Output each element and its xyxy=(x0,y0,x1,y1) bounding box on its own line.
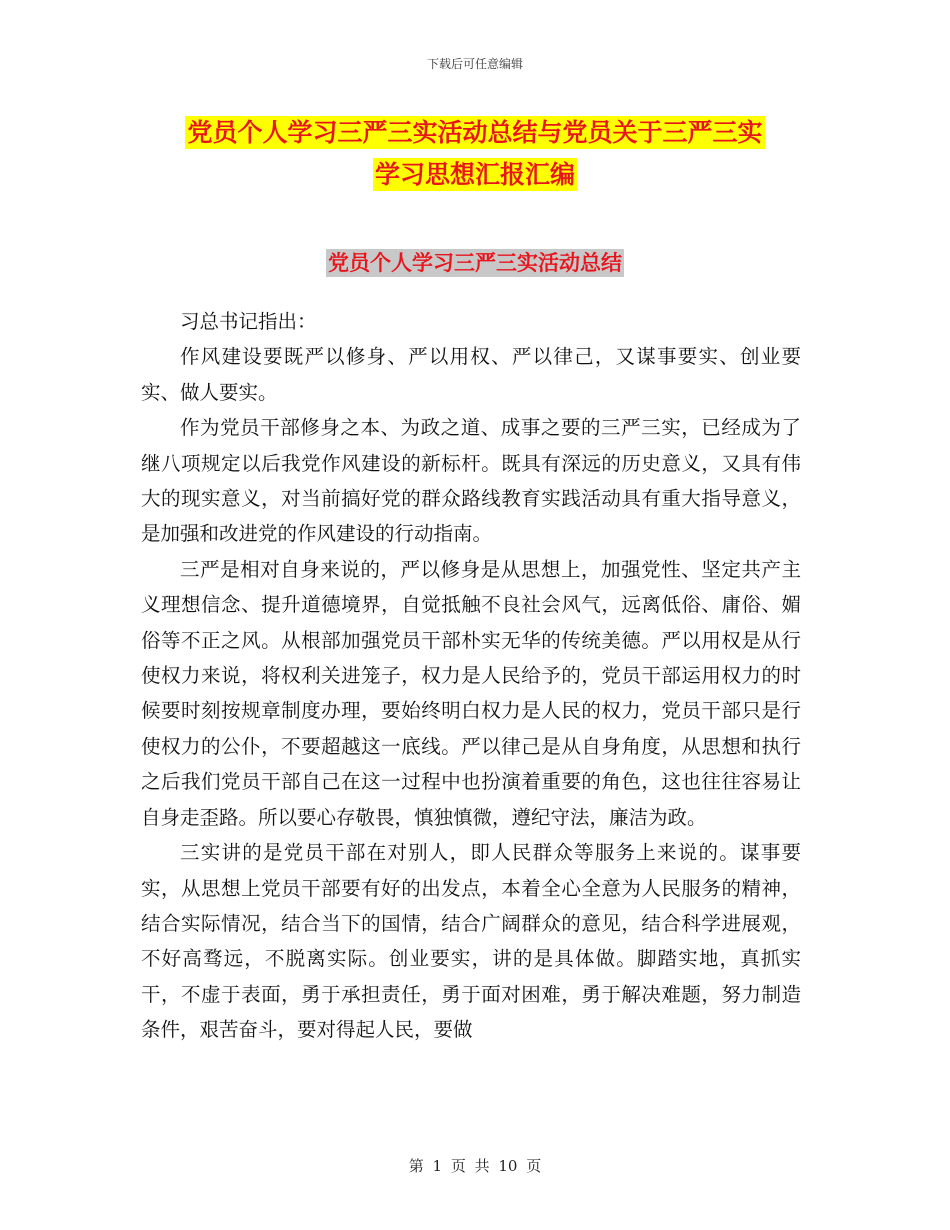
document-title xyxy=(0,112,950,196)
paragraph: 三严是相对自身来说的，严以修身是从思想上，加强党性、坚定共产主义理想信念、提升道德境界，自觉抵触不良社会风气，远离低俗、庸俗、媚俗等不正之风。从根部加强党员干部朴实无华的传统美德。严以用权是从行使权力来说，将权利关进笼子，权力是人民给予的，党员干部运用权力的时候要时刻按规章制度办理，要始终明白权力是人民的权力，党员干部只是行使权力的公仆，不要超越这一底线。严以律己是从自身角度，从思想和执行之后我们党员干部自己在这一过程中也扮演着重要的角色，这也往往容易让自身走歪路。所以要心存敬畏，慎独慎微，遵纪守法，廉洁为政。 xyxy=(141,557,801,829)
paragraph: 习总书记指出： xyxy=(180,310,317,333)
title-line-2: 学习思想汇报汇编 xyxy=(374,160,575,189)
paragraph: 三实讲的是党员干部在对别人，即人民群众等服务上来说的。谋事要实，从思想上党员干部要有好的出发点，本着全心全意为人民服务的精神，结合实际情况，结合当下的国情，结合广阔群众的意见，结合科学进展观，不好高骛远，不脱离实际。创业要实，讲的是具体做。脚踏实地，真抓实干，不虚于表面，勇于承担责任，勇于面对困难，勇于解决难题，努力制造条件，艰苦奋斗，要对得起人民，要做 xyxy=(141,841,801,1042)
page-number: 第 1 页 共 10 页 xyxy=(408,1157,542,1175)
paragraph: 作风建设要既严以修身、严以用权、严以律己，又谋事要实、创业要实、做人要实。 xyxy=(141,345,801,404)
document-body xyxy=(141,304,801,1048)
section-title-text: 党员个人学习三严三实活动总结 xyxy=(328,251,622,275)
header-note: 下载后可任意编辑 xyxy=(426,57,523,71)
section-title xyxy=(0,246,950,280)
paragraph: 作为党员干部修身之本、为政之道、成事之要的三严三实，已经成为了继八项规定以后我党作风建设的新标杆。既具有深远的历史意义，又具有伟大的现实意义，对当前搞好党的群众路线教育实践活动具有重大指导意义，是加强和改进党的作风建设的行动指南。 xyxy=(141,416,801,546)
title-line-1: 党员个人学习三严三实活动总结与党员关于三严三实 xyxy=(187,118,763,147)
